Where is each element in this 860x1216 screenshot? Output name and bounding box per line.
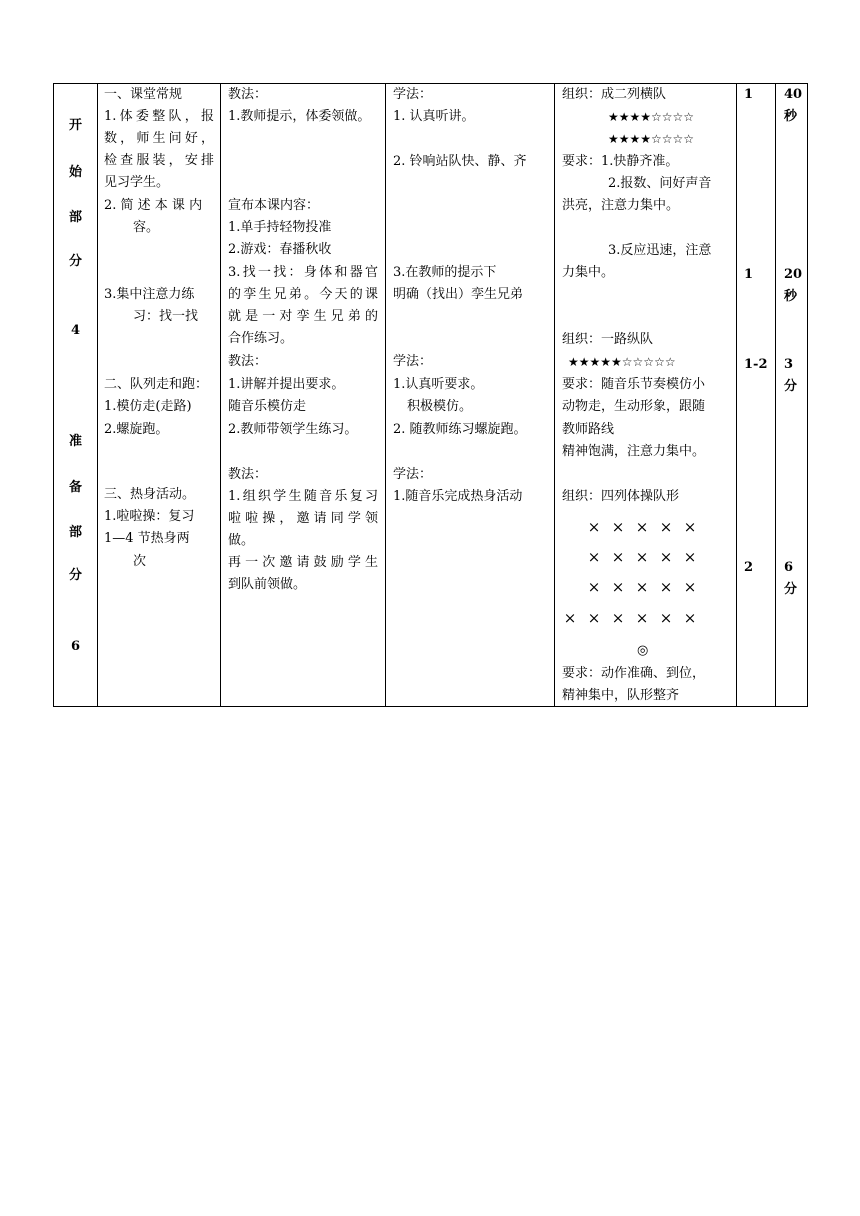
student-mark: × bbox=[635, 578, 649, 596]
org-line: 要求：1.快静齐准。 bbox=[562, 154, 679, 169]
student-mark: × bbox=[563, 609, 577, 627]
teach-line: 就是一对孪生兄弟的 bbox=[228, 309, 378, 324]
content-line: 三、热身活动。 bbox=[104, 487, 196, 502]
teach-line: 教法： bbox=[228, 467, 268, 482]
content-line: 3.集中注意力练 bbox=[104, 287, 195, 302]
student-mark: × bbox=[587, 548, 601, 566]
section-label-char: 分 bbox=[68, 254, 82, 269]
student-mark: × bbox=[587, 578, 601, 596]
duration-value: 40 bbox=[784, 87, 803, 102]
times-value: 1-2 bbox=[744, 357, 768, 372]
section-label-char: 6 bbox=[70, 639, 81, 654]
teacher-mark: ◎ bbox=[637, 643, 649, 658]
student-mark: × bbox=[683, 578, 697, 596]
duration-unit: 分 bbox=[784, 379, 798, 394]
org-line: 教师路线 bbox=[562, 422, 615, 437]
learn-line: 学法： bbox=[393, 354, 433, 369]
teach-line: 2.教师带领学生练习。 bbox=[228, 422, 358, 437]
student-mark: × bbox=[587, 609, 601, 627]
duration-column bbox=[776, 84, 808, 706]
teach-line: 1.组织学生随音乐复习 bbox=[228, 489, 378, 504]
org-line: 洪亮，注意力集中。 bbox=[562, 198, 680, 213]
teach-line: 合作练习。 bbox=[228, 331, 294, 346]
column-divider bbox=[385, 84, 386, 706]
student-mark: × bbox=[611, 609, 625, 627]
content-line: 1.体委整队，报 bbox=[104, 109, 214, 124]
content-line: 检查服装，安排 bbox=[104, 153, 214, 168]
section-label-char: 4 bbox=[70, 323, 81, 338]
teaching-method-column bbox=[228, 84, 382, 706]
content-line: 2.螺旋跑。 bbox=[104, 422, 169, 437]
formation-row bbox=[582, 576, 702, 598]
column-divider bbox=[554, 84, 555, 706]
content-line: 容。 bbox=[133, 220, 160, 235]
formation-row bbox=[582, 516, 702, 538]
section-label-char: 分 bbox=[68, 568, 82, 583]
teach-line: 3.找一找：身体和器官 bbox=[228, 265, 378, 280]
content-line: 二、队列走和跑： bbox=[104, 377, 209, 392]
teach-line: 1.教师提示，体委领做。 bbox=[228, 109, 371, 124]
learning-method-column bbox=[393, 84, 551, 706]
student-mark: × bbox=[659, 578, 673, 596]
org-line: 组织：成二列横队 bbox=[562, 87, 667, 102]
student-mark: × bbox=[587, 518, 601, 536]
student-mark: × bbox=[683, 548, 697, 566]
learn-line: 2. 随教师练习螺旋跑。 bbox=[393, 422, 527, 437]
teach-line: 做。 bbox=[228, 533, 255, 548]
org-line: 2.报数、问好声音 bbox=[608, 176, 712, 191]
learn-line: 1.认真听要求。 bbox=[393, 377, 484, 392]
duration-unit: 秒 bbox=[784, 289, 798, 304]
content-line: 1.啦啦操：复习 bbox=[104, 509, 195, 524]
times-value: 1 bbox=[744, 267, 754, 282]
duration-unit: 秒 bbox=[784, 109, 798, 124]
column-divider bbox=[97, 84, 98, 706]
student-mark: × bbox=[659, 609, 673, 627]
org-line: 精神集中，队形整齐 bbox=[562, 688, 680, 703]
learn-line: 积极模仿。 bbox=[407, 399, 473, 414]
section-label-column bbox=[54, 84, 97, 706]
organization-column bbox=[562, 84, 734, 706]
teach-line: 2.游戏：春播秋收 bbox=[228, 242, 332, 257]
duration-unit: 分 bbox=[784, 582, 798, 597]
content-line: 见习学生。 bbox=[104, 175, 170, 190]
learn-line: 学法： bbox=[393, 467, 433, 482]
times-value: 2 bbox=[744, 560, 754, 575]
content-line: 1.模仿走(走路) bbox=[104, 399, 192, 414]
learn-line: 3.在教师的提示下 bbox=[393, 265, 497, 280]
student-mark: × bbox=[683, 609, 697, 627]
duration-value: 20 bbox=[784, 267, 803, 282]
teach-line: 宣布本课内容： bbox=[228, 198, 320, 213]
content-line: 一、课堂常规 bbox=[104, 87, 183, 102]
student-mark: × bbox=[635, 518, 649, 536]
student-mark: × bbox=[611, 578, 625, 596]
student-mark: × bbox=[659, 548, 673, 566]
content-line: 1—4 节热身两 bbox=[104, 531, 190, 546]
teach-line: 啦啦操，邀请同学领 bbox=[228, 511, 378, 526]
org-line: 3.反应迅速，注意 bbox=[608, 243, 712, 258]
learn-line: 2. 铃响站队快、静、齐 bbox=[393, 154, 527, 169]
org-line: 要求：动作准确、到位， bbox=[562, 666, 706, 681]
content-line: 次 bbox=[133, 554, 147, 569]
teach-line: 1.讲解并提出要求。 bbox=[228, 377, 345, 392]
section-label-char: 准 bbox=[68, 434, 82, 449]
student-mark: × bbox=[611, 518, 625, 536]
section-label-char: 备 bbox=[68, 480, 82, 495]
column-divider bbox=[220, 84, 221, 706]
teach-line: 的孪生兄弟。今天的课 bbox=[228, 287, 378, 302]
student-mark: × bbox=[611, 548, 625, 566]
formation-row bbox=[558, 607, 702, 629]
duration-value: 6 bbox=[784, 560, 794, 575]
org-line: 组织：一路纵队 bbox=[562, 332, 654, 347]
org-line: 动物走，生动形象，跟随 bbox=[562, 399, 706, 414]
teach-line: 教法： bbox=[228, 354, 268, 369]
teach-line: 教法： bbox=[228, 87, 268, 102]
formation-stars: ★★★★★☆☆☆☆☆ bbox=[568, 355, 676, 369]
teach-line: 1.单手持轻物投准 bbox=[228, 220, 332, 235]
content-line: 习：找一找 bbox=[133, 309, 199, 324]
teach-line: 随音乐模仿走 bbox=[228, 399, 307, 414]
section-label-char: 部 bbox=[68, 210, 82, 225]
student-mark: × bbox=[635, 609, 649, 627]
section-label-char: 部 bbox=[68, 525, 82, 540]
section-label-char: 始 bbox=[68, 165, 82, 180]
times-value: 1 bbox=[744, 87, 754, 102]
teach-line: 到队前领做。 bbox=[228, 577, 307, 592]
content-line: 2. 简 述 本 课 内 bbox=[104, 198, 203, 213]
teach-line: 再一次邀请鼓励学生 bbox=[228, 555, 378, 570]
learn-line: 明确（找出）孪生兄弟 bbox=[393, 287, 524, 302]
org-line: 精神饱满，注意力集中。 bbox=[562, 444, 706, 459]
formation-row bbox=[582, 546, 702, 568]
org-line: 力集中。 bbox=[562, 265, 615, 280]
formation-stars: ★★★★☆☆☆☆ bbox=[608, 110, 695, 124]
student-mark: × bbox=[659, 518, 673, 536]
org-line: 要求：随音乐节奏模仿小 bbox=[562, 377, 706, 392]
content-line: 数，师生问好， bbox=[104, 131, 214, 146]
lesson-plan-table bbox=[53, 83, 808, 707]
student-mark: × bbox=[683, 518, 697, 536]
learn-line: 学法： bbox=[393, 87, 433, 102]
learn-line: 1.随音乐完成热身活动 bbox=[393, 489, 523, 504]
content-column bbox=[104, 84, 216, 706]
times-column bbox=[737, 84, 775, 706]
section-label-char: 开 bbox=[68, 118, 82, 133]
duration-value: 3 bbox=[784, 357, 794, 372]
formation-stars: ★★★★☆☆☆☆ bbox=[608, 132, 695, 146]
student-mark: × bbox=[635, 548, 649, 566]
learn-line: 1. 认真听讲。 bbox=[393, 109, 475, 124]
org-line: 组织：四列体操队形 bbox=[562, 489, 680, 504]
